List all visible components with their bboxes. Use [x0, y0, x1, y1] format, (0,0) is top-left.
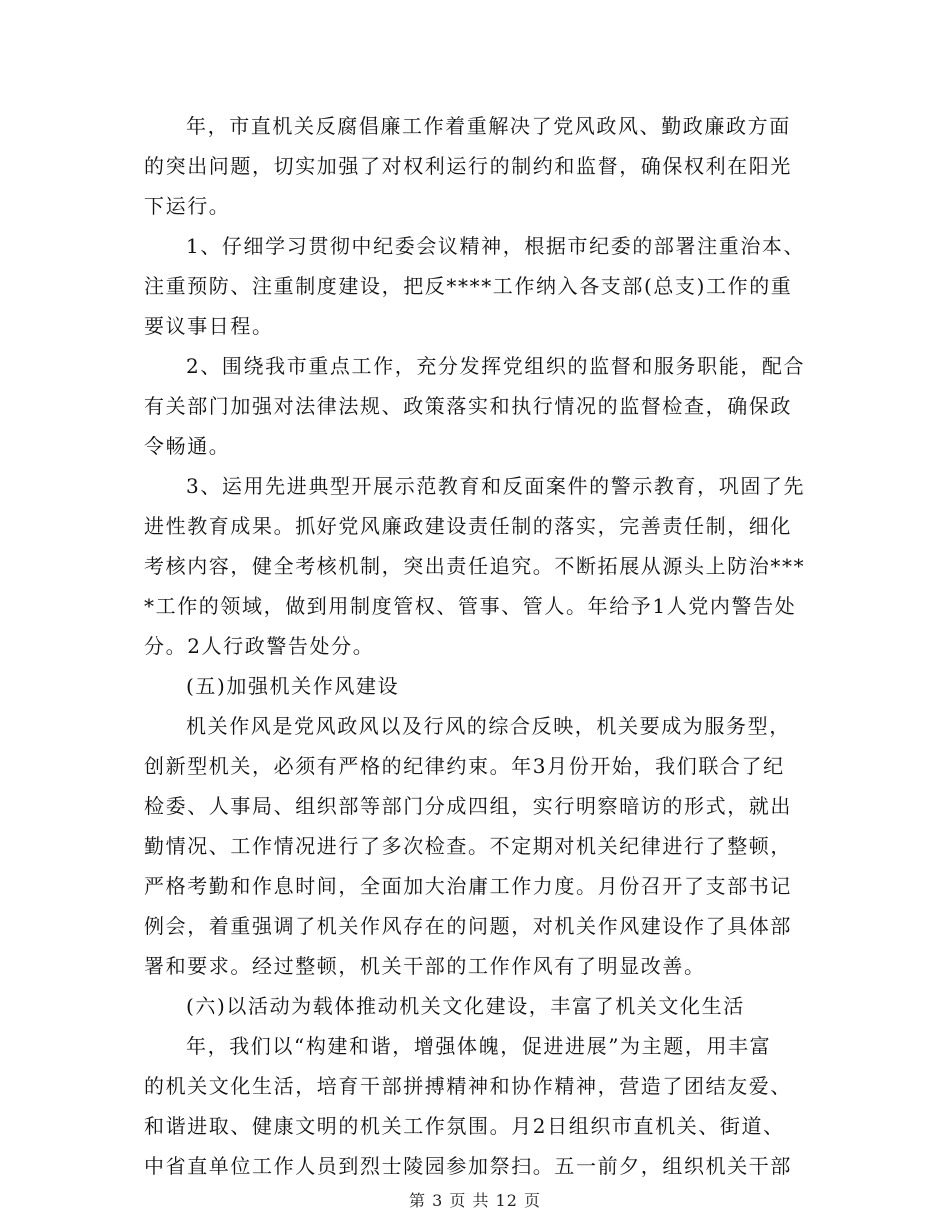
text-line: 有关部门加强对法律法规、政策落实和执行情况的监督检查，确保政 — [144, 394, 792, 418]
text-line: 要议事日程。 — [144, 314, 274, 338]
text-line: 1、仔细学习贯彻中纪委会议精神，根据市纪委的部署注重治本、 — [186, 234, 806, 258]
text-line: 下运行。 — [144, 194, 231, 218]
text-line: 2、围绕我市重点工作，充分发挥党组织的监督和服务职能，配合 — [186, 354, 806, 378]
text-line: 例会，着重强调了机关作风存在的问题，对机关作风建设作了具体部 — [144, 914, 792, 938]
text-line: 的突出问题，切实加强了对权利运行的制约和监督，确保权利在阳光 — [144, 154, 792, 178]
text-line: 署和要求。经过整顿，机关干部的工作作风有了明显改善。 — [144, 954, 706, 978]
page-number: 第 3 页 共 12 页 — [409, 1191, 541, 1210]
text-line: 进性教育成果。抓好党风廉政建设责任制的落实，完善责任制，细化 — [144, 514, 792, 538]
text-line: 严格考勤和作息时间，全面加大治庸工作力度。月份召开了支部书记 — [144, 874, 792, 898]
section-heading: (六)以活动为载体推动机关文化建设，丰富了机关文化生活 — [186, 994, 745, 1018]
text-line: 年，我们以“构建和谐，增强体魄，促进进展”为主题，用丰富 — [186, 1034, 772, 1058]
text-line: 分。2人行政警告处分。 — [144, 634, 375, 658]
text-line: 创新型机关，必须有严格的纪律约束。年3月份开始，我们联合了纪 — [144, 754, 785, 778]
text-line: 中省直单位工作人员到烈士陵园参加祭扫。五一前夕，组织机关干部 — [144, 1154, 792, 1178]
text-line: 的机关文化生活，培育干部拼搏精神和协作精神，营造了团结友爱、 — [144, 1074, 792, 1098]
text-line: *工作的领域，做到用制度管权、管事、管人。年给予1人党内警告处 — [144, 594, 797, 618]
text-line: 机关作风是党风政风以及行风的综合反映，机关要成为服务型， — [186, 714, 791, 738]
text-line: 和谐进取、健康文明的机关工作氛围。月2日组织市直机关、街道、 — [144, 1114, 785, 1138]
text-line: 令畅通。 — [144, 434, 231, 458]
text-line: 3、运用先进典型开展示范教育和反面案件的警示教育，巩固了先 — [186, 474, 806, 498]
text-line: 注重预防、注重制度建设，把反****工作纳入各支部(总支)工作的重 — [144, 274, 793, 298]
text-line: 年，市直机关反腐倡廉工作着重解决了党风政风、勤政廉政方面 — [186, 114, 791, 138]
text-line: 检委、人事局、组织部等部门分成四组，实行明察暗访的形式，就出 — [144, 794, 792, 818]
text-line: 勤情况、工作情况进行了多次检查。不定期对机关纪律进行了整顿， — [144, 834, 792, 858]
section-heading: (五)加强机关作风建设 — [186, 674, 400, 698]
text-line: 考核内容，健全考核机制，突出责任追究。不断拓展从源头上防治*** — [144, 554, 806, 578]
